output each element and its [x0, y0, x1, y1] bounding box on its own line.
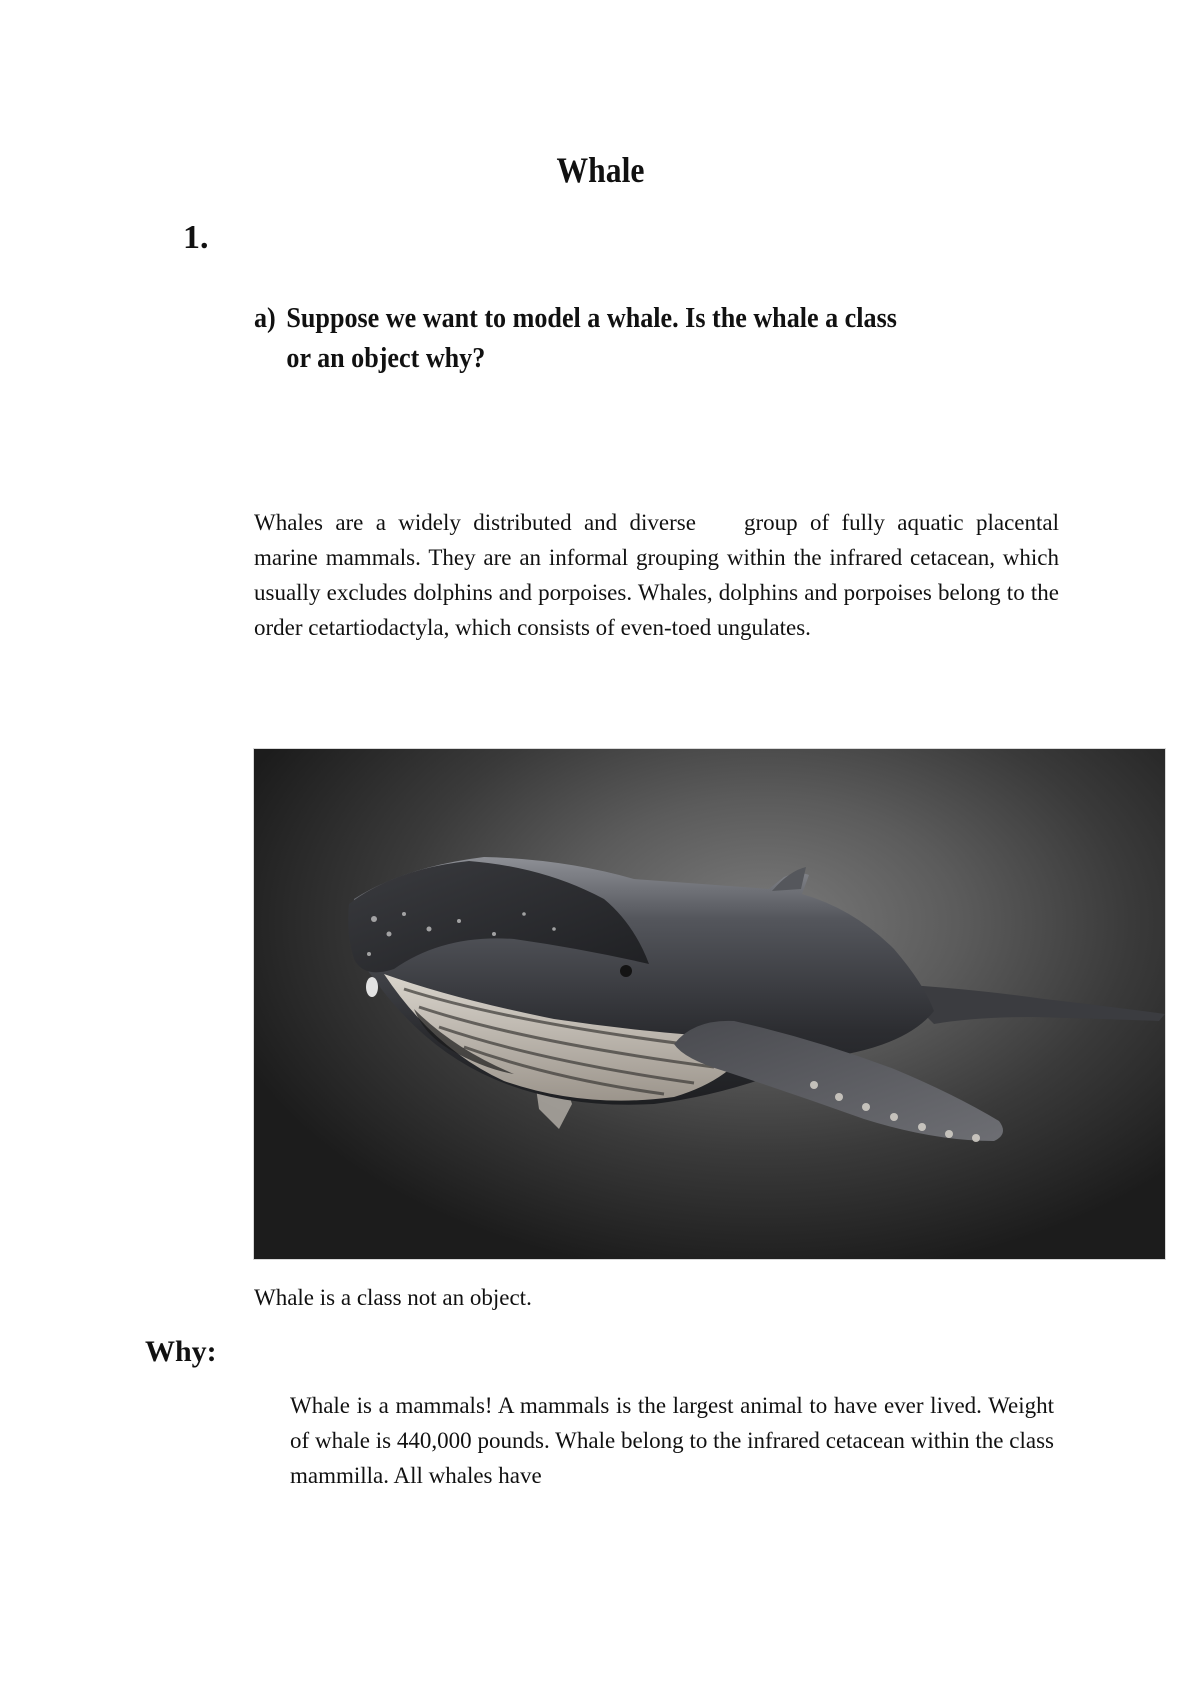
- question-label: a): [254, 302, 276, 334]
- whale-tail-stock: [894, 984, 1165, 1024]
- humpback-whale-illustration: [254, 749, 1165, 1259]
- question-heading: [254, 298, 992, 378]
- dorsal-fin: [772, 867, 806, 891]
- question-text-line-1: Suppose we want to model a whale. Is the whale a class: [286, 302, 897, 334]
- section-number: 1.: [183, 219, 209, 256]
- intro-paragraph-part-1: Whales are a widely distributed and diverse: [254, 510, 696, 535]
- whale-image: [254, 749, 1165, 1259]
- question-line-1: [254, 298, 992, 338]
- why-paragraph: Whale is a mammals! A mammals is the largest animal to have ever lived. Weight of whale is 440,000 pounds. Whale belong to the infrared cetacean within the class mammilla. All whales have: [290, 1393, 1054, 1488]
- why-heading: Why:: [145, 1335, 217, 1368]
- intro-paragraph-part-2: group of fully aquatic placental marine mammals. They are an informal grouping within the infrared cetacean, which usually excludes dolphins and porpoises. Whales, dolphins and porpoises belong to the order cetartiodactyla, which consists of even-toed ungulates.: [254, 510, 1059, 640]
- question-text-line-2: or an object why?: [286, 342, 486, 374]
- chin-knob: [366, 977, 378, 997]
- page-title: Whale: [556, 150, 645, 190]
- intro-paragraph: [254, 505, 1059, 645]
- whale-eye: [620, 965, 632, 977]
- figure-caption: Whale is a class not an object.: [254, 1285, 532, 1310]
